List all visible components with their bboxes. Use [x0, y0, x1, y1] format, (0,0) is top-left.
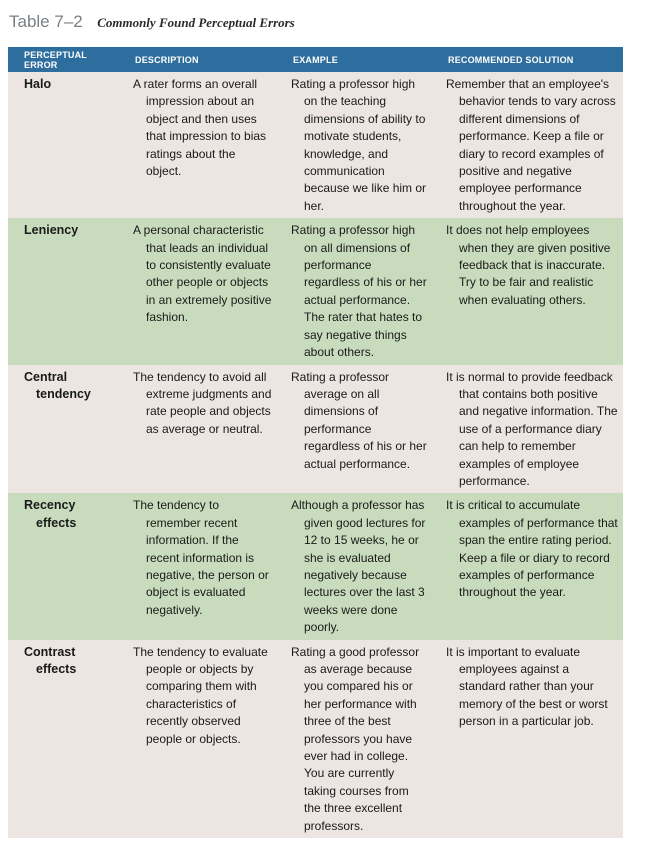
solution-cell	[432, 640, 623, 838]
description-text: The tendency to remember recent information. If the recent information is negative, the person or object is evaluated negatively.	[133, 498, 269, 617]
table-title	[9, 12, 295, 36]
table-row-leniency	[8, 218, 623, 364]
solution-text: It is critical to accumulate examples of performance that span the entire rating period. Keep a file or diary to record examples of performance throughout the year.	[446, 498, 618, 600]
example-cell	[277, 218, 432, 364]
perceptual-error-cell	[8, 365, 119, 494]
table-row-central-tendency	[8, 365, 623, 494]
description-text: The tendency to avoid all extreme judgments and rate people and objects as average or neutral.	[133, 369, 272, 436]
column-header-perceptual-error: PERCEPTUAL ERROR	[8, 47, 119, 72]
perceptual-error-text: Central tendency	[24, 369, 91, 401]
solution-cell	[432, 72, 623, 218]
example-cell	[277, 72, 432, 218]
description-text: A rater forms an overall impression about an object and then uses that impression to bias ratings about the object.	[133, 77, 267, 179]
solution-text: It does not help employees when they are given positive feedback that is inaccurate. Try to be fair and realistic when evaluating others.	[446, 223, 611, 307]
example-cell	[277, 493, 432, 639]
perceptual-error-cell	[8, 72, 119, 218]
perceptual-error-text: Leniency	[24, 223, 79, 238]
perceptual-error-cell	[8, 493, 119, 639]
perceptual-error-text: Halo	[24, 77, 52, 91]
example-text: Although a professor has given good lectures for 12 to 15 weeks, he or she is evaluated negatively because lectures over the last 3 weeks were done poorly.	[291, 498, 426, 635]
description-cell	[119, 640, 277, 838]
solution-text: It is important to evaluate employees against a standard rather than your memory of the best or worst person in a particular job.	[446, 644, 608, 729]
description-cell	[119, 72, 277, 218]
perceptual-error-cell	[8, 218, 119, 364]
example-text: Rating a good professor as average because you compared his or her performance with three of the best professors you have ever had in college. You are currently taking courses from the three excellent professors.	[291, 644, 420, 833]
perceptual-error-cell	[8, 640, 119, 838]
example-cell	[277, 640, 432, 838]
description-cell	[119, 493, 277, 639]
perceptual-errors-table	[8, 47, 623, 838]
table-caption: Commonly Found Perceptual Errors	[97, 15, 295, 30]
solution-text: Remember that an employee's behavior tends to vary across different dimensions of performance. Keep a file or diary to record examples of positive and negative employee performance throughout the year.	[446, 77, 616, 213]
table-header-row	[8, 47, 623, 72]
perceptual-error-text: Contrast effects	[24, 644, 77, 676]
column-header-example: EXAMPLE	[277, 47, 432, 72]
table-row-recency-effects	[8, 493, 623, 639]
description-text: The tendency to evaluate people or objects by comparing them with characteristics of recently observed people or objects.	[133, 644, 268, 746]
table-row-halo	[8, 72, 623, 218]
example-text: Rating a professor average on all dimensions of performance regardless of his or her actual performance.	[291, 369, 427, 471]
example-cell	[277, 365, 432, 494]
description-text: A personal characteristic that leads an individual to consistently evaluate other people or objects in an extremely positive fashion.	[133, 223, 272, 325]
solution-text: It is normal to provide feedback that contains both positive and negative information. The use of a performance diary can help to remember examples of employee performance.	[446, 369, 618, 488]
table-number: Table 7–2	[9, 12, 83, 31]
example-text: Rating a professor high on the teaching dimensions of ability to motivate students, knowledge, and communication because we like him or her.	[291, 77, 427, 213]
example-text: Rating a professor high on all dimensions of performance regardless of his or her actual performance. The rater that hates to say negative things about others.	[291, 223, 427, 360]
solution-cell	[432, 218, 623, 364]
solution-cell	[432, 365, 623, 494]
table-row-contrast-effects	[8, 640, 623, 838]
column-header-description: DESCRIPTION	[119, 47, 277, 72]
description-cell	[119, 365, 277, 494]
column-header-recommended-solution: RECOMMENDED SOLUTION	[432, 47, 623, 72]
perceptual-error-text: Recency effects	[24, 498, 77, 530]
description-cell	[119, 218, 277, 364]
solution-cell	[432, 493, 623, 639]
